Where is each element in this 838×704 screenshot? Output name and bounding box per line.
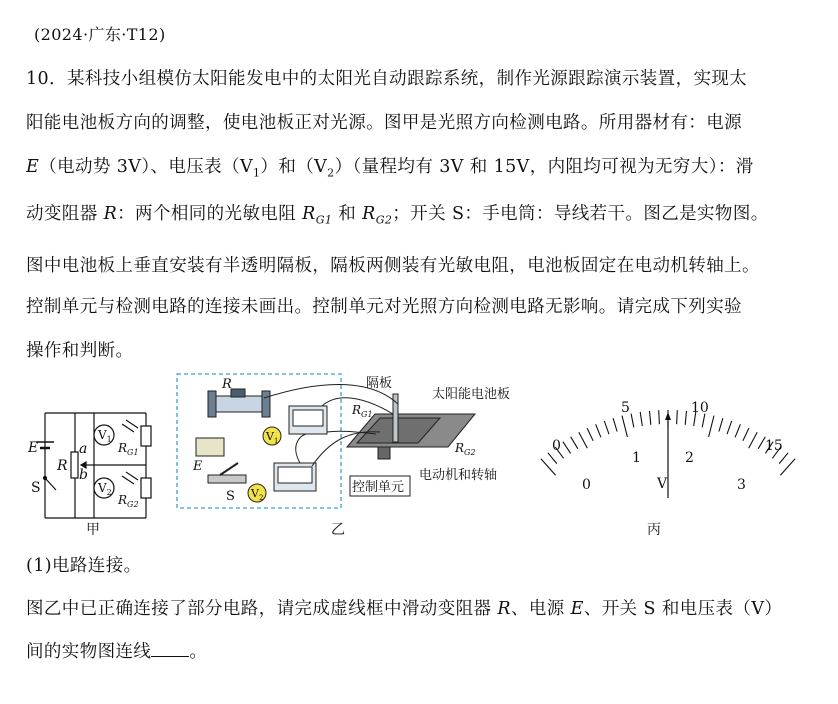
dial-tick [743,428,749,441]
yi-RG2-label: $R_{G2}$ [455,441,476,457]
jia-V1-label: $V_1$ [98,428,112,444]
dial-bottom-label-2: 2 [685,450,694,466]
yi-partition-label: 隔板 [366,376,393,391]
dial-tick [659,410,660,424]
figure-yi-devices [196,389,475,502]
jia-V2-label: $V_2$ [98,481,112,497]
dial-top-label-15: 15 [765,438,783,454]
question-line-5: 图中电池板上垂直安装有半透明隔板，隔板两侧装有光敏电阻，电池板固定在电动机转轴上。 [26,256,760,276]
dial-tick [749,432,758,448]
yi-panel-label: 太阳能电池板 [432,387,511,402]
dial-bottom-label-0: 0 [582,477,591,493]
dial-tick [650,411,651,425]
dial-tick [579,432,588,448]
figure-bing-caption: 丙 [647,522,661,538]
dial-tick [719,418,723,431]
dial-tick [779,453,788,464]
dial-tick [622,416,627,437]
yi-V1-label: $V_1$ [266,430,279,445]
figure-jia-caption: 甲 [86,522,100,538]
dial-tick [727,421,732,434]
dial-tick [571,437,578,449]
jia-E-label: E [28,440,39,456]
dial-tick [685,411,686,425]
yi-R-label: R [222,377,232,392]
dial-top-label-5: 5 [621,400,630,416]
question-line-3: E（电动势 3V）、电压表$(V_1)$和$(V_2)$（量程均有 3V 和 15V，内阻均可视为无穷大）：滑 [26,157,754,180]
dial-top-label-0: 0 [552,438,561,454]
subquestion-1-title: (1)电路连接。 [26,556,142,576]
dial-tick [640,412,642,426]
dial-bottom-label-1: 1 [632,450,641,466]
question-line-4: 动变阻器 R：两个相同的光敏电阻 $R_{G1}$ 和 $R_{G2}$；开关 S：手电筒：导线若干。图乙是实物图。 [26,204,769,227]
yi-motor-label: 电动机和转轴 [419,468,498,483]
dial-tick [604,421,609,434]
dial-tick [709,416,714,437]
yi-S-label: S [226,489,235,504]
figure-yi-caption: 乙 [331,522,345,538]
dial-tick [541,459,556,475]
answer-blank[interactable] [151,642,189,657]
jia-b-label: b [79,467,88,483]
question-number: 10． [26,69,67,89]
yi-V2-label: $V_2$ [251,487,264,502]
dial-tick [677,410,678,424]
jia-R-label: R [57,458,68,474]
jia-a-label: a [79,441,88,457]
dial-bottom-label-3: 3 [737,477,746,493]
figure-jia-labels [27,428,139,538]
dial-tick [613,418,617,431]
question-line-6: 控制单元与检测电路的连接未画出。控制单元对光照方向检测电路无影响。请完成下列实验 [26,297,742,317]
subquestion-1-line-1: 图乙中已正确连接了部分电路，请完成虚线框中滑动变阻器 R、电源 E、开关 S 和电压表（V） [26,599,783,619]
dial-tick [596,424,601,437]
dial-tick [563,442,571,454]
dial-tick [548,453,557,464]
source-tag: (2024·广东·T12) [34,25,166,44]
question-line-2: 阳能电池板方向的调整，使电池板正对光源。图甲是光照方向检测电路。所用器材有：电源 [26,113,742,133]
jia-S-label: S [31,480,41,496]
dial-tick [780,459,795,475]
subquestion-1-line-2: 间的实物图连线 。 [26,642,208,662]
dial-top-label-10: 10 [691,400,709,416]
yi-control-label: 控制单元 [352,480,405,495]
jia-RG1-label: $R_{G1}$ [118,441,139,457]
question-line-7: 操作和判断。 [26,341,134,361]
dial-tick [735,424,740,437]
jia-RG2-label: $R_{G2}$ [118,493,139,509]
yi-RG1-label: $R_{G1}$ [352,403,373,419]
question-line-1: 10．某科技小组模仿太阳能发电中的太阳光自动跟踪系统，制作光源跟踪演示装置，实现太 [26,69,748,89]
dial-tick [631,414,634,428]
dial-unit-label: V [657,476,668,492]
dial-tick [587,428,593,441]
yi-E-label: E [193,459,203,474]
dial-pointer-tip [665,412,671,420]
